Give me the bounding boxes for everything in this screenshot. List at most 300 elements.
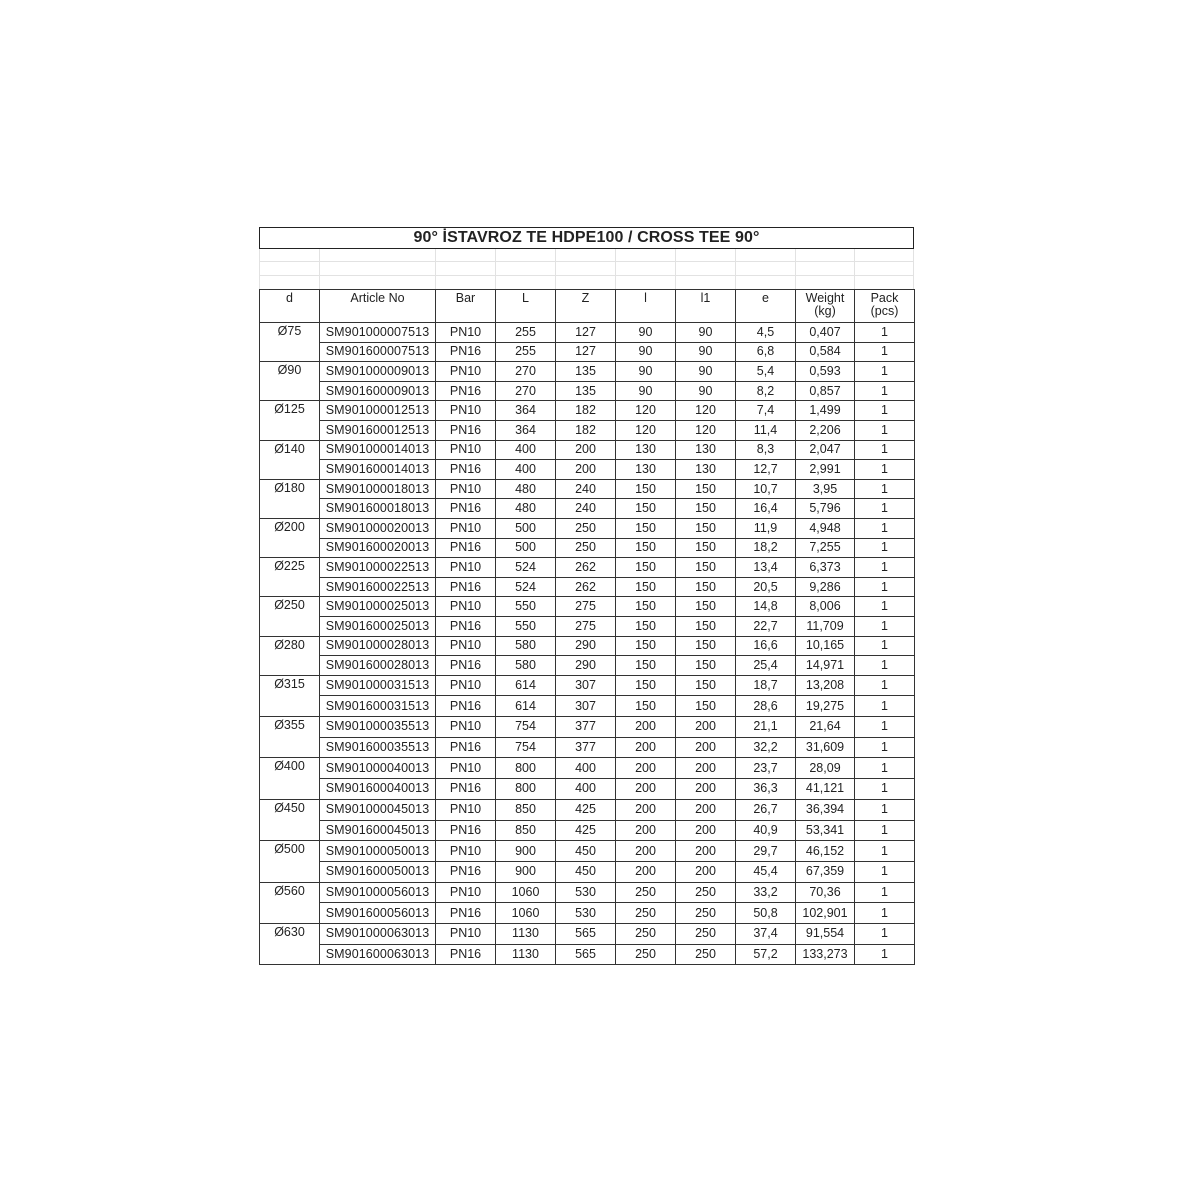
l1-cell: 200 xyxy=(676,717,736,738)
gridline xyxy=(259,261,914,262)
bar-cell: PN16 xyxy=(436,577,496,597)
L-cell: 400 xyxy=(496,460,556,480)
Z-cell: 250 xyxy=(556,538,616,558)
L-cell: 550 xyxy=(496,616,556,636)
l-cell: 90 xyxy=(616,362,676,382)
article-cell: SM901000018013 xyxy=(320,479,436,499)
e-cell: 25,4 xyxy=(736,656,796,676)
Z-cell: 135 xyxy=(556,362,616,382)
table-row xyxy=(260,499,915,519)
diameter-cell: Ø225 xyxy=(260,558,320,597)
l1-cell: 200 xyxy=(676,820,736,841)
table-row xyxy=(260,820,915,841)
Z-cell: 200 xyxy=(556,440,616,460)
e-cell: 16,4 xyxy=(736,499,796,519)
Z-cell: 530 xyxy=(556,882,616,903)
pack-cell: 1 xyxy=(855,737,915,758)
l1-cell: 130 xyxy=(676,460,736,480)
weight-cell: 0,857 xyxy=(796,381,855,401)
Z-cell: 565 xyxy=(556,923,616,944)
col-header-l: l xyxy=(616,290,676,323)
weight-cell: 7,255 xyxy=(796,538,855,558)
table-row xyxy=(260,944,915,965)
pack-cell: 1 xyxy=(855,616,915,636)
Z-cell: 182 xyxy=(556,420,616,440)
col-header-Z: Z xyxy=(556,290,616,323)
l-cell: 90 xyxy=(616,381,676,401)
diameter-cell: Ø90 xyxy=(260,362,320,401)
l-cell: 150 xyxy=(616,597,676,617)
bar-cell: PN16 xyxy=(436,737,496,758)
e-cell: 29,7 xyxy=(736,841,796,862)
gridline xyxy=(435,249,436,289)
article-cell: SM901000014013 xyxy=(320,440,436,460)
e-cell: 23,7 xyxy=(736,758,796,779)
L-cell: 800 xyxy=(496,779,556,800)
pack-cell: 1 xyxy=(855,758,915,779)
e-cell: 21,1 xyxy=(736,717,796,738)
weight-unit: (kg) xyxy=(814,304,836,318)
l-cell: 200 xyxy=(616,717,676,738)
Z-cell: 275 xyxy=(556,616,616,636)
table-row xyxy=(260,597,915,617)
e-cell: 7,4 xyxy=(736,401,796,421)
pack-cell: 1 xyxy=(855,882,915,903)
bar-cell: PN10 xyxy=(436,323,496,343)
table-row xyxy=(260,538,915,558)
weight-cell: 70,36 xyxy=(796,882,855,903)
pack-cell: 1 xyxy=(855,923,915,944)
l1-cell: 150 xyxy=(676,538,736,558)
e-cell: 33,2 xyxy=(736,882,796,903)
weight-cell: 0,584 xyxy=(796,342,855,362)
l1-cell: 200 xyxy=(676,861,736,882)
L-cell: 850 xyxy=(496,799,556,820)
article-cell: SM901600031513 xyxy=(320,696,436,717)
table-row xyxy=(260,323,915,343)
l1-cell: 90 xyxy=(676,323,736,343)
diameter-cell: Ø200 xyxy=(260,518,320,557)
article-cell: SM901600009013 xyxy=(320,381,436,401)
bar-cell: PN10 xyxy=(436,558,496,578)
pack-cell: 1 xyxy=(855,717,915,738)
l1-cell: 250 xyxy=(676,882,736,903)
weight-cell: 8,006 xyxy=(796,597,855,617)
weight-cell: 53,341 xyxy=(796,820,855,841)
l-cell: 90 xyxy=(616,342,676,362)
bar-cell: PN10 xyxy=(436,636,496,656)
table-row xyxy=(260,362,915,382)
gridline xyxy=(555,249,556,289)
bar-cell: PN10 xyxy=(436,841,496,862)
diameter-cell: Ø450 xyxy=(260,799,320,840)
weight-cell: 91,554 xyxy=(796,923,855,944)
table-row xyxy=(260,518,915,538)
pack-cell: 1 xyxy=(855,577,915,597)
bar-cell: PN10 xyxy=(436,717,496,738)
article-cell: SM901600050013 xyxy=(320,861,436,882)
article-cell: SM901600014013 xyxy=(320,460,436,480)
article-cell: SM901600040013 xyxy=(320,779,436,800)
e-cell: 12,7 xyxy=(736,460,796,480)
table-row xyxy=(260,861,915,882)
table-row xyxy=(260,799,915,820)
l1-cell: 150 xyxy=(676,675,736,696)
l-cell: 150 xyxy=(616,656,676,676)
e-cell: 6,8 xyxy=(736,342,796,362)
l1-cell: 200 xyxy=(676,841,736,862)
article-cell: SM901000020013 xyxy=(320,518,436,538)
diameter-cell: Ø500 xyxy=(260,841,320,882)
bar-cell: PN16 xyxy=(436,944,496,965)
table-row xyxy=(260,758,915,779)
pack-cell: 1 xyxy=(855,820,915,841)
pack-cell: 1 xyxy=(855,499,915,519)
diameter-cell: Ø125 xyxy=(260,401,320,440)
weight-cell: 2,047 xyxy=(796,440,855,460)
Z-cell: 530 xyxy=(556,903,616,924)
Z-cell: 400 xyxy=(556,779,616,800)
gridline xyxy=(854,249,855,289)
pack-cell: 1 xyxy=(855,597,915,617)
article-cell: SM901600012513 xyxy=(320,420,436,440)
col-header-article: Article No xyxy=(320,290,436,323)
l-cell: 250 xyxy=(616,923,676,944)
l1-cell: 200 xyxy=(676,737,736,758)
pack-cell: 1 xyxy=(855,401,915,421)
article-cell: SM901000012513 xyxy=(320,401,436,421)
bar-cell: PN16 xyxy=(436,342,496,362)
table-row xyxy=(260,841,915,862)
spec-sheet xyxy=(259,227,914,965)
l-cell: 150 xyxy=(616,577,676,597)
col-header-d: d xyxy=(260,290,320,323)
gridline xyxy=(795,249,796,289)
table-row xyxy=(260,381,915,401)
l-cell: 150 xyxy=(616,499,676,519)
weight-cell: 2,206 xyxy=(796,420,855,440)
gridline xyxy=(495,249,496,289)
L-cell: 500 xyxy=(496,518,556,538)
bar-cell: PN16 xyxy=(436,538,496,558)
e-cell: 11,4 xyxy=(736,420,796,440)
Z-cell: 307 xyxy=(556,696,616,717)
table-row xyxy=(260,479,915,499)
l-cell: 150 xyxy=(616,616,676,636)
L-cell: 614 xyxy=(496,675,556,696)
bar-cell: PN16 xyxy=(436,656,496,676)
l1-cell: 150 xyxy=(676,577,736,597)
Z-cell: 290 xyxy=(556,656,616,676)
table-header-row xyxy=(260,290,915,323)
article-cell: SM901600035513 xyxy=(320,737,436,758)
l1-cell: 90 xyxy=(676,381,736,401)
article-cell: SM901000045013 xyxy=(320,799,436,820)
Z-cell: 425 xyxy=(556,820,616,841)
L-cell: 270 xyxy=(496,381,556,401)
l-cell: 150 xyxy=(616,636,676,656)
article-cell: SM901000009013 xyxy=(320,362,436,382)
weight-cell: 41,121 xyxy=(796,779,855,800)
L-cell: 550 xyxy=(496,597,556,617)
e-cell: 57,2 xyxy=(736,944,796,965)
l1-cell: 90 xyxy=(676,362,736,382)
l-cell: 200 xyxy=(616,737,676,758)
e-cell: 8,2 xyxy=(736,381,796,401)
e-cell: 11,9 xyxy=(736,518,796,538)
e-cell: 13,4 xyxy=(736,558,796,578)
Z-cell: 450 xyxy=(556,841,616,862)
bar-cell: PN16 xyxy=(436,420,496,440)
col-header-L: L xyxy=(496,290,556,323)
Z-cell: 275 xyxy=(556,597,616,617)
Z-cell: 425 xyxy=(556,799,616,820)
Z-cell: 127 xyxy=(556,342,616,362)
e-cell: 40,9 xyxy=(736,820,796,841)
article-cell: SM901600056013 xyxy=(320,903,436,924)
l-cell: 130 xyxy=(616,440,676,460)
weight-cell: 31,609 xyxy=(796,737,855,758)
article-cell: SM901600028013 xyxy=(320,656,436,676)
pack-cell: 1 xyxy=(855,440,915,460)
bar-cell: PN10 xyxy=(436,758,496,779)
diameter-cell: Ø315 xyxy=(260,675,320,716)
l1-cell: 150 xyxy=(676,518,736,538)
L-cell: 270 xyxy=(496,362,556,382)
l1-cell: 150 xyxy=(676,696,736,717)
L-cell: 255 xyxy=(496,323,556,343)
article-cell: SM901600022513 xyxy=(320,577,436,597)
article-cell: SM901000056013 xyxy=(320,882,436,903)
e-cell: 50,8 xyxy=(736,903,796,924)
table-row xyxy=(260,577,915,597)
diameter-cell: Ø400 xyxy=(260,758,320,799)
table-row xyxy=(260,779,915,800)
weight-cell: 6,373 xyxy=(796,558,855,578)
pack-cell: 1 xyxy=(855,342,915,362)
L-cell: 800 xyxy=(496,758,556,779)
bar-cell: PN16 xyxy=(436,861,496,882)
Z-cell: 135 xyxy=(556,381,616,401)
l-cell: 150 xyxy=(616,518,676,538)
weight-label: Weight xyxy=(805,291,845,305)
L-cell: 900 xyxy=(496,861,556,882)
bar-cell: PN10 xyxy=(436,440,496,460)
article-cell: SM901000028013 xyxy=(320,636,436,656)
l1-cell: 150 xyxy=(676,479,736,499)
weight-cell: 102,901 xyxy=(796,903,855,924)
table-row xyxy=(260,460,915,480)
bar-cell: PN16 xyxy=(436,499,496,519)
pack-cell: 1 xyxy=(855,675,915,696)
article-cell: SM901000007513 xyxy=(320,323,436,343)
bar-cell: PN10 xyxy=(436,401,496,421)
e-cell: 16,6 xyxy=(736,636,796,656)
L-cell: 364 xyxy=(496,401,556,421)
Z-cell: 290 xyxy=(556,636,616,656)
weight-cell: 11,709 xyxy=(796,616,855,636)
pack-label: Pack xyxy=(870,291,899,305)
article-cell: SM901000063013 xyxy=(320,923,436,944)
L-cell: 524 xyxy=(496,577,556,597)
Z-cell: 377 xyxy=(556,717,616,738)
pack-cell: 1 xyxy=(855,518,915,538)
L-cell: 1130 xyxy=(496,923,556,944)
diameter-cell: Ø630 xyxy=(260,923,320,964)
l-cell: 150 xyxy=(616,558,676,578)
table-row xyxy=(260,923,915,944)
l-cell: 150 xyxy=(616,696,676,717)
L-cell: 1060 xyxy=(496,903,556,924)
L-cell: 754 xyxy=(496,737,556,758)
pack-cell: 1 xyxy=(855,323,915,343)
Z-cell: 127 xyxy=(556,323,616,343)
e-cell: 32,2 xyxy=(736,737,796,758)
l1-cell: 150 xyxy=(676,597,736,617)
table-row xyxy=(260,616,915,636)
article-cell: SM901000050013 xyxy=(320,841,436,862)
gridline xyxy=(319,249,320,289)
diameter-cell: Ø180 xyxy=(260,479,320,518)
diameter-cell: Ø75 xyxy=(260,323,320,362)
bar-cell: PN16 xyxy=(436,820,496,841)
pack-cell: 1 xyxy=(855,636,915,656)
l-cell: 150 xyxy=(616,675,676,696)
bar-cell: PN10 xyxy=(436,799,496,820)
gridline xyxy=(259,275,914,276)
table-row xyxy=(260,401,915,421)
article-cell: SM901600020013 xyxy=(320,538,436,558)
weight-cell: 0,407 xyxy=(796,323,855,343)
table-row xyxy=(260,882,915,903)
weight-cell: 14,971 xyxy=(796,656,855,676)
Z-cell: 377 xyxy=(556,737,616,758)
diameter-cell: Ø280 xyxy=(260,636,320,675)
article-cell: SM901600045013 xyxy=(320,820,436,841)
Z-cell: 262 xyxy=(556,577,616,597)
article-cell: SM901600007513 xyxy=(320,342,436,362)
Z-cell: 200 xyxy=(556,460,616,480)
weight-cell: 3,95 xyxy=(796,479,855,499)
pack-cell: 1 xyxy=(855,861,915,882)
diameter-cell: Ø250 xyxy=(260,597,320,636)
pack-cell: 1 xyxy=(855,558,915,578)
pack-cell: 1 xyxy=(855,538,915,558)
e-cell: 8,3 xyxy=(736,440,796,460)
e-cell: 10,7 xyxy=(736,479,796,499)
weight-cell: 10,165 xyxy=(796,636,855,656)
l-cell: 200 xyxy=(616,758,676,779)
L-cell: 614 xyxy=(496,696,556,717)
pack-cell: 1 xyxy=(855,381,915,401)
sheet-title: 90° İSTAVROZ TE HDPE100 / CROSS TEE 90° xyxy=(259,227,914,249)
l1-cell: 250 xyxy=(676,903,736,924)
pack-cell: 1 xyxy=(855,799,915,820)
l1-cell: 150 xyxy=(676,499,736,519)
e-cell: 5,4 xyxy=(736,362,796,382)
l1-cell: 150 xyxy=(676,636,736,656)
col-header-l1: l1 xyxy=(676,290,736,323)
e-cell: 36,3 xyxy=(736,779,796,800)
pack-cell: 1 xyxy=(855,944,915,965)
l1-cell: 150 xyxy=(676,558,736,578)
pack-cell: 1 xyxy=(855,460,915,480)
l1-cell: 120 xyxy=(676,401,736,421)
pack-cell: 1 xyxy=(855,779,915,800)
e-cell: 18,2 xyxy=(736,538,796,558)
bar-cell: PN10 xyxy=(436,597,496,617)
pack-cell: 1 xyxy=(855,696,915,717)
l-cell: 200 xyxy=(616,820,676,841)
l1-cell: 90 xyxy=(676,342,736,362)
article-cell: SM901600025013 xyxy=(320,616,436,636)
l1-cell: 130 xyxy=(676,440,736,460)
l-cell: 200 xyxy=(616,799,676,820)
l-cell: 150 xyxy=(616,479,676,499)
pack-cell: 1 xyxy=(855,841,915,862)
gridline xyxy=(913,249,914,289)
L-cell: 255 xyxy=(496,342,556,362)
bar-cell: PN16 xyxy=(436,616,496,636)
l1-cell: 200 xyxy=(676,779,736,800)
L-cell: 1060 xyxy=(496,882,556,903)
Z-cell: 240 xyxy=(556,499,616,519)
L-cell: 850 xyxy=(496,820,556,841)
e-cell: 28,6 xyxy=(736,696,796,717)
weight-cell: 5,796 xyxy=(796,499,855,519)
bar-cell: PN10 xyxy=(436,362,496,382)
diameter-cell: Ø355 xyxy=(260,717,320,758)
l-cell: 200 xyxy=(616,861,676,882)
spreadsheet-gridlines xyxy=(259,249,914,289)
bar-cell: PN16 xyxy=(436,779,496,800)
pack-cell: 1 xyxy=(855,903,915,924)
weight-cell: 13,208 xyxy=(796,675,855,696)
bar-cell: PN10 xyxy=(436,479,496,499)
gridline xyxy=(675,249,676,289)
table-row xyxy=(260,342,915,362)
weight-cell: 36,394 xyxy=(796,799,855,820)
article-cell: SM901600018013 xyxy=(320,499,436,519)
weight-cell: 2,991 xyxy=(796,460,855,480)
L-cell: 580 xyxy=(496,636,556,656)
diameter-cell: Ø560 xyxy=(260,882,320,923)
bar-cell: PN10 xyxy=(436,675,496,696)
L-cell: 480 xyxy=(496,479,556,499)
gridline xyxy=(259,249,260,289)
pack-unit: (pcs) xyxy=(870,304,899,318)
article-cell: SM901000031513 xyxy=(320,675,436,696)
diameter-cell: Ø140 xyxy=(260,440,320,479)
l1-cell: 150 xyxy=(676,616,736,636)
gridline xyxy=(735,249,736,289)
l-cell: 120 xyxy=(616,420,676,440)
table-row xyxy=(260,440,915,460)
bar-cell: PN16 xyxy=(436,460,496,480)
l1-cell: 250 xyxy=(676,944,736,965)
pack-cell: 1 xyxy=(855,656,915,676)
l1-cell: 120 xyxy=(676,420,736,440)
table-row xyxy=(260,675,915,696)
l-cell: 250 xyxy=(616,944,676,965)
pack-cell: 1 xyxy=(855,362,915,382)
e-cell: 20,5 xyxy=(736,577,796,597)
bar-cell: PN16 xyxy=(436,381,496,401)
article-cell: SM901000025013 xyxy=(320,597,436,617)
l-cell: 150 xyxy=(616,538,676,558)
table-row xyxy=(260,903,915,924)
bar-cell: PN16 xyxy=(436,903,496,924)
